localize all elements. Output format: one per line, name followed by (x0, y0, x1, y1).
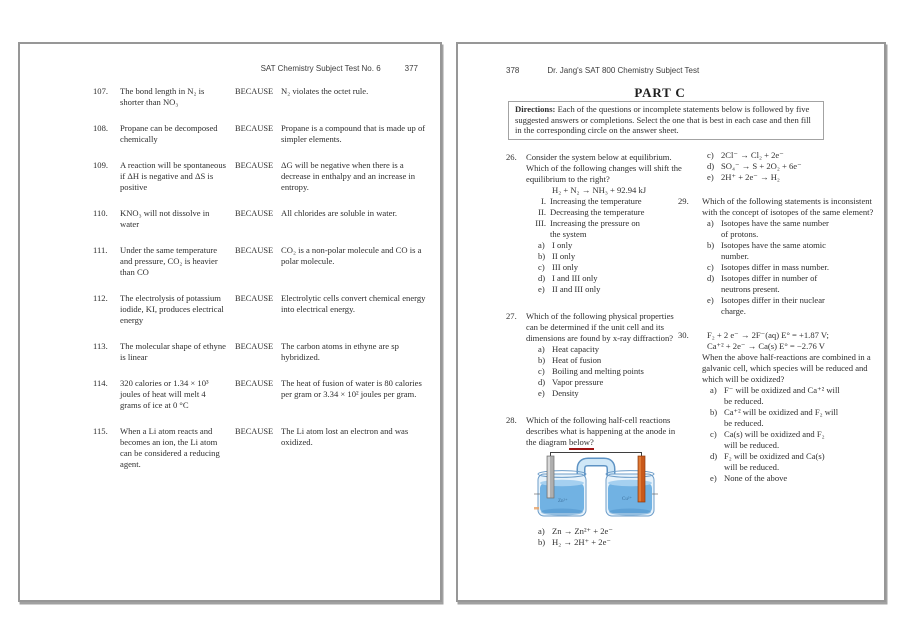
statement-one: The molecular shape of ethyne is linear (120, 341, 226, 362)
zinc-electrode (547, 456, 554, 498)
statement-one: Under the same temperature and pressure, CO₂ is heavier than CO (120, 245, 218, 277)
left-page-header (261, 64, 418, 73)
right-page-number: 378 (506, 66, 520, 75)
question-number: 29. (678, 196, 689, 206)
question-text: Which of the following statements is inconsistent with the concept of isotopes of the same element? (702, 196, 874, 217)
answer-choice: c) 2Cl⁻ → Cl₂ + 2e⁻ (707, 150, 784, 160)
statement-two: ΔG will be negative when there is a decrease in enthalpy and an increase in entropy. (281, 160, 416, 192)
answer-choice: e) Density (538, 388, 579, 398)
directions-text: Each of the questions or incomplete statements below is followed by five suggested answers or completions. Select the one that is best in each case and then fill in the corresponding circle on the answer sheet. (515, 104, 811, 136)
because-label: BECAUSE (235, 379, 274, 388)
question-number: 115. (93, 426, 108, 436)
answer-choice: a) Heat capacity (538, 344, 599, 354)
right-header-title: Dr. Jang's SAT 800 Chemistry Subject Test (547, 66, 700, 75)
equation: H₂ + N₂ → NH₃ + 92.94 kJ (552, 185, 647, 195)
question-26 (506, 152, 686, 295)
statement-two: Propane is a compound that is made up of simpler elements. (281, 123, 426, 144)
part-c-title: PART C (634, 85, 686, 100)
question-27 (506, 311, 686, 399)
zinc-ion-label: Zn²⁺ (558, 499, 568, 504)
answer-choice: e) None of the above (710, 473, 788, 483)
question-row-111 (93, 245, 430, 278)
question-text: When the above half-reactions are combined in a galvanic cell, which species will be reduced and which will be oxidized? (702, 352, 871, 384)
statement-two: N₂ violates the octet rule. (281, 86, 369, 96)
right-page-header (506, 66, 699, 75)
answer-choice: b) II only (538, 251, 576, 261)
directions-label: Directions: (515, 104, 556, 114)
answer-choice: a) Isotopes have the same number of protons. (707, 218, 829, 239)
answer-choice: a) Zn → Zn²⁺ + 2e⁻ (538, 526, 613, 536)
question-28 (506, 415, 686, 548)
red-underlined-word: below? (569, 437, 594, 450)
question-number: 113. (93, 341, 108, 351)
question-text: Consider the system below at equilibrium. Which of the following changes will shift the equilibrium to the right? (526, 152, 682, 184)
answer-choice: c) Isotopes differ in mass number. (707, 262, 829, 272)
question-29 (678, 196, 884, 317)
answer-choice: c) III only (538, 262, 579, 272)
question-26-continued-choices (678, 150, 884, 183)
statement-one: KNO₃ will not dissolve in water (120, 208, 210, 229)
statement-one: A reaction will be spontaneous if ΔH is negative and ΔS is positive (120, 160, 226, 192)
statement-one: Propane can be decomposed chemically (120, 123, 218, 144)
question-row-112 (93, 293, 430, 326)
half-reaction-equation: F₂ + 2 e⁻ → 2F⁻(aq) E° = +1.87 V; (707, 330, 829, 340)
answer-choice: a) I only (538, 240, 573, 250)
because-questions-table (93, 86, 430, 485)
statement-two: The heat of fusion of water is 80 calories per gram or 3.34 × 10² joules per gram. (281, 378, 422, 399)
because-label: BECAUSE (235, 246, 274, 255)
roman-item: I. Increasing the temperature (540, 196, 642, 206)
copper-ion-label: Cu²⁺ (622, 497, 632, 502)
question-text: Which of the following half-cell reactions describes what is happening at the anode in the diagram below? (526, 415, 686, 448)
question-row-107 (93, 86, 430, 108)
question-row-113 (93, 341, 430, 363)
answer-choice: b) Heat of fusion (538, 355, 602, 365)
question-number: 28. (506, 415, 517, 425)
because-label: BECAUSE (235, 161, 274, 170)
answer-choice: d) I and III only (538, 273, 598, 283)
question-number: 107. (93, 86, 109, 96)
answer-choice: a) F⁻ will be oxidized and Ca⁺² will be reduced. (710, 385, 840, 406)
right-page-left-column (506, 152, 686, 564)
question-number: 114. (93, 378, 108, 388)
half-reaction-equation: Ca⁺² + 2e⁻ → Ca(s) E° = −2.76 V (707, 341, 826, 351)
because-label: BECAUSE (235, 294, 274, 303)
answer-choice: d) SO₄⁻ → S + 2O₂ + 6e⁻ (707, 161, 802, 171)
question-row-109 (93, 160, 430, 193)
answer-choice: b) Isotopes have the same atomic number. (707, 240, 827, 261)
left-beaker (538, 471, 586, 516)
statement-one: When a Li atom reacts and becomes an ion, the Li atom can be considered a reducing agent. (120, 426, 220, 469)
question-row-108 (93, 123, 430, 145)
statement-two: All chlorides are soluble in water. (281, 208, 397, 218)
question-number: 27. (506, 311, 517, 321)
right-page-right-column (678, 150, 884, 497)
question-number: 26. (506, 152, 517, 162)
right-beaker (606, 471, 654, 516)
answer-choice: d) F₂ will be oxidized and Ca(s) will be reduced. (710, 451, 825, 472)
left-page-number: 377 (404, 64, 418, 73)
question-number: 111. (93, 245, 108, 255)
statement-two: Electrolytic cells convert chemical energy into electrical energy. (281, 293, 426, 314)
because-label: BECAUSE (235, 124, 274, 133)
question-number: 112. (93, 293, 108, 303)
directions-box (508, 101, 824, 140)
question-number: 110. (93, 208, 108, 218)
because-label: BECAUSE (235, 209, 274, 218)
statement-two: The carbon atoms in ethyne are sp hybridized. (281, 341, 399, 362)
copper-electrode (638, 456, 645, 502)
question-row-114 (93, 378, 430, 411)
answer-choice: e) 2H⁺ + 2e⁻ → H₂ (707, 172, 780, 182)
left-header-title: SAT Chemistry Subject Test No. 6 (260, 64, 381, 73)
answer-choice: d) Vapor pressure (538, 377, 604, 387)
statement-two: CO₂ is a non-polar molecule and CO is a polar molecule. (281, 245, 422, 266)
answer-choice: e) II and III only (538, 284, 601, 294)
answer-choice: b) Ca⁺² will be oxidized and F₂ will be reduced. (710, 407, 839, 428)
right-page (456, 42, 886, 602)
answer-choice: e) Isotopes differ in their nuclear charge. (707, 295, 825, 316)
answer-choice: b) H₂ → 2H⁺ + 2e⁻ (538, 537, 611, 547)
statement-one: The bond length in N₂ is shorter than NO₃ (120, 86, 205, 107)
roman-item: II. Decreasing the temperature (538, 207, 645, 217)
statement-two: The Li atom lost an electron and was oxidized. (281, 426, 409, 447)
galvanic-cell-diagram (534, 450, 686, 523)
statement-one: The electrolysis of potassium iodide, KI, produces electrical energy (120, 293, 224, 325)
question-row-110 (93, 208, 430, 230)
question-30 (678, 330, 884, 484)
question-number: 30. (678, 330, 689, 340)
because-label: BECAUSE (235, 342, 274, 351)
answer-choice: c) Boiling and melting points (538, 366, 644, 376)
question-number: 108. (93, 123, 109, 133)
answer-choice: d) Isotopes differ in number of neutrons present. (707, 273, 818, 294)
because-label: BECAUSE (235, 427, 274, 436)
left-page (18, 42, 442, 602)
because-label: BECAUSE (235, 87, 274, 96)
roman-item: III. Increasing the pressure on the system (535, 218, 640, 239)
statement-one: 320 calories or 1.34 × 10³ joules of heat will melt 4 grams of ice at 0 °C (120, 378, 209, 410)
orange-mark (534, 507, 539, 510)
question-row-115 (93, 426, 430, 470)
question-text: Which of the following physical properties can be determined if the unit cell and its dimensions are found by x-ray diffraction? (526, 311, 674, 343)
answer-choice: c) Ca(s) will be oxidized and F₂ will be reduced. (710, 429, 825, 450)
question-number: 109. (93, 160, 109, 170)
